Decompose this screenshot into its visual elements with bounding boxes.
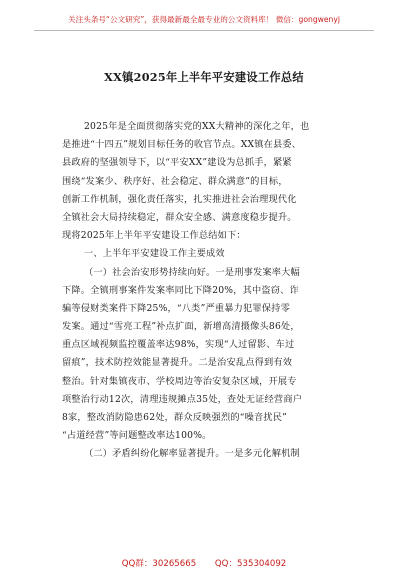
- paragraph-line: “占道经营”等问题整改率达100%。: [62, 430, 212, 442]
- header-note: 关注头条号“公文研究”，获得最新最全最专业的公文资料库！ 微信：gongwenyj: [68, 15, 340, 24]
- paragraph-line: 现将2025年上半年平安建设工作总结如下：: [62, 230, 246, 242]
- paragraph-line: 2025年是全面贯彻落实党的XX大精神的深化之年，也: [84, 121, 310, 132]
- paragraph-line: 项整治行动12次，清理违规摊点35处，查处无证经营商户: [62, 393, 303, 405]
- document-body: [62, 118, 352, 464]
- document-title: XX镇2025年上半年平安建设工作总结: [104, 70, 304, 84]
- paragraph-line: 重点区域视频监控覆盖率达98%，实现“人过留影、车过: [62, 339, 295, 351]
- paragraph-line: （一）社会治安形势持续向好。一是刑事发案率大幅: [84, 266, 300, 278]
- footer-qq-number: QQ：535304092: [214, 559, 287, 569]
- footer-qq-group: QQ群：30265665: [121, 559, 197, 569]
- paragraph-line: 整治。针对集镇夜市、学校周边等治安复杂区域，开展专: [62, 375, 297, 387]
- paragraph-line: 骗等侵财类案件下降25%，“八类”严重暴力犯罪保持零: [62, 302, 290, 314]
- paragraph-line: 留痕”，技术防控效能显著提升。二是治安乱点得到有效: [62, 357, 293, 369]
- paragraph-line: （二）矛盾纠纷化解率显著提升。一是多元化解机制: [84, 448, 300, 460]
- paragraph-line: 发案。通过“雪亮工程”补点扩面，新增高清摄像头86处，: [62, 321, 300, 333]
- paragraph-line: 围绕“发案少、秩序好、社会稳定、群众满意”的目标，: [62, 175, 288, 187]
- paragraph-line: 是推进“十四五”规划目标任务的收官节点。XX镇在县委、: [62, 139, 302, 151]
- paragraph-line: 下降。全镇刑事案件发案率同比下降20%，其中盗窃、诈: [62, 284, 299, 296]
- paragraph-line: 县政府的坚强领导下，以“平安XX”建设为总抓手，紧紧: [62, 157, 292, 169]
- paragraph-line: 8家，整改消防隐患62处，群众反映强烈的“噪音扰民”: [62, 412, 288, 423]
- paragraph-line: 全镇社会大局持续稳定，群众安全感、满意度稳步提升。: [62, 211, 297, 223]
- footer-contact: [0, 557, 408, 569]
- section-heading: 一、上半年平安建设工作主要成效: [84, 248, 225, 260]
- header-divider: [34, 30, 374, 31]
- paragraph-line: 创新工作机制，强化责任落实，扎实推进社会治理现代化: [62, 193, 297, 205]
